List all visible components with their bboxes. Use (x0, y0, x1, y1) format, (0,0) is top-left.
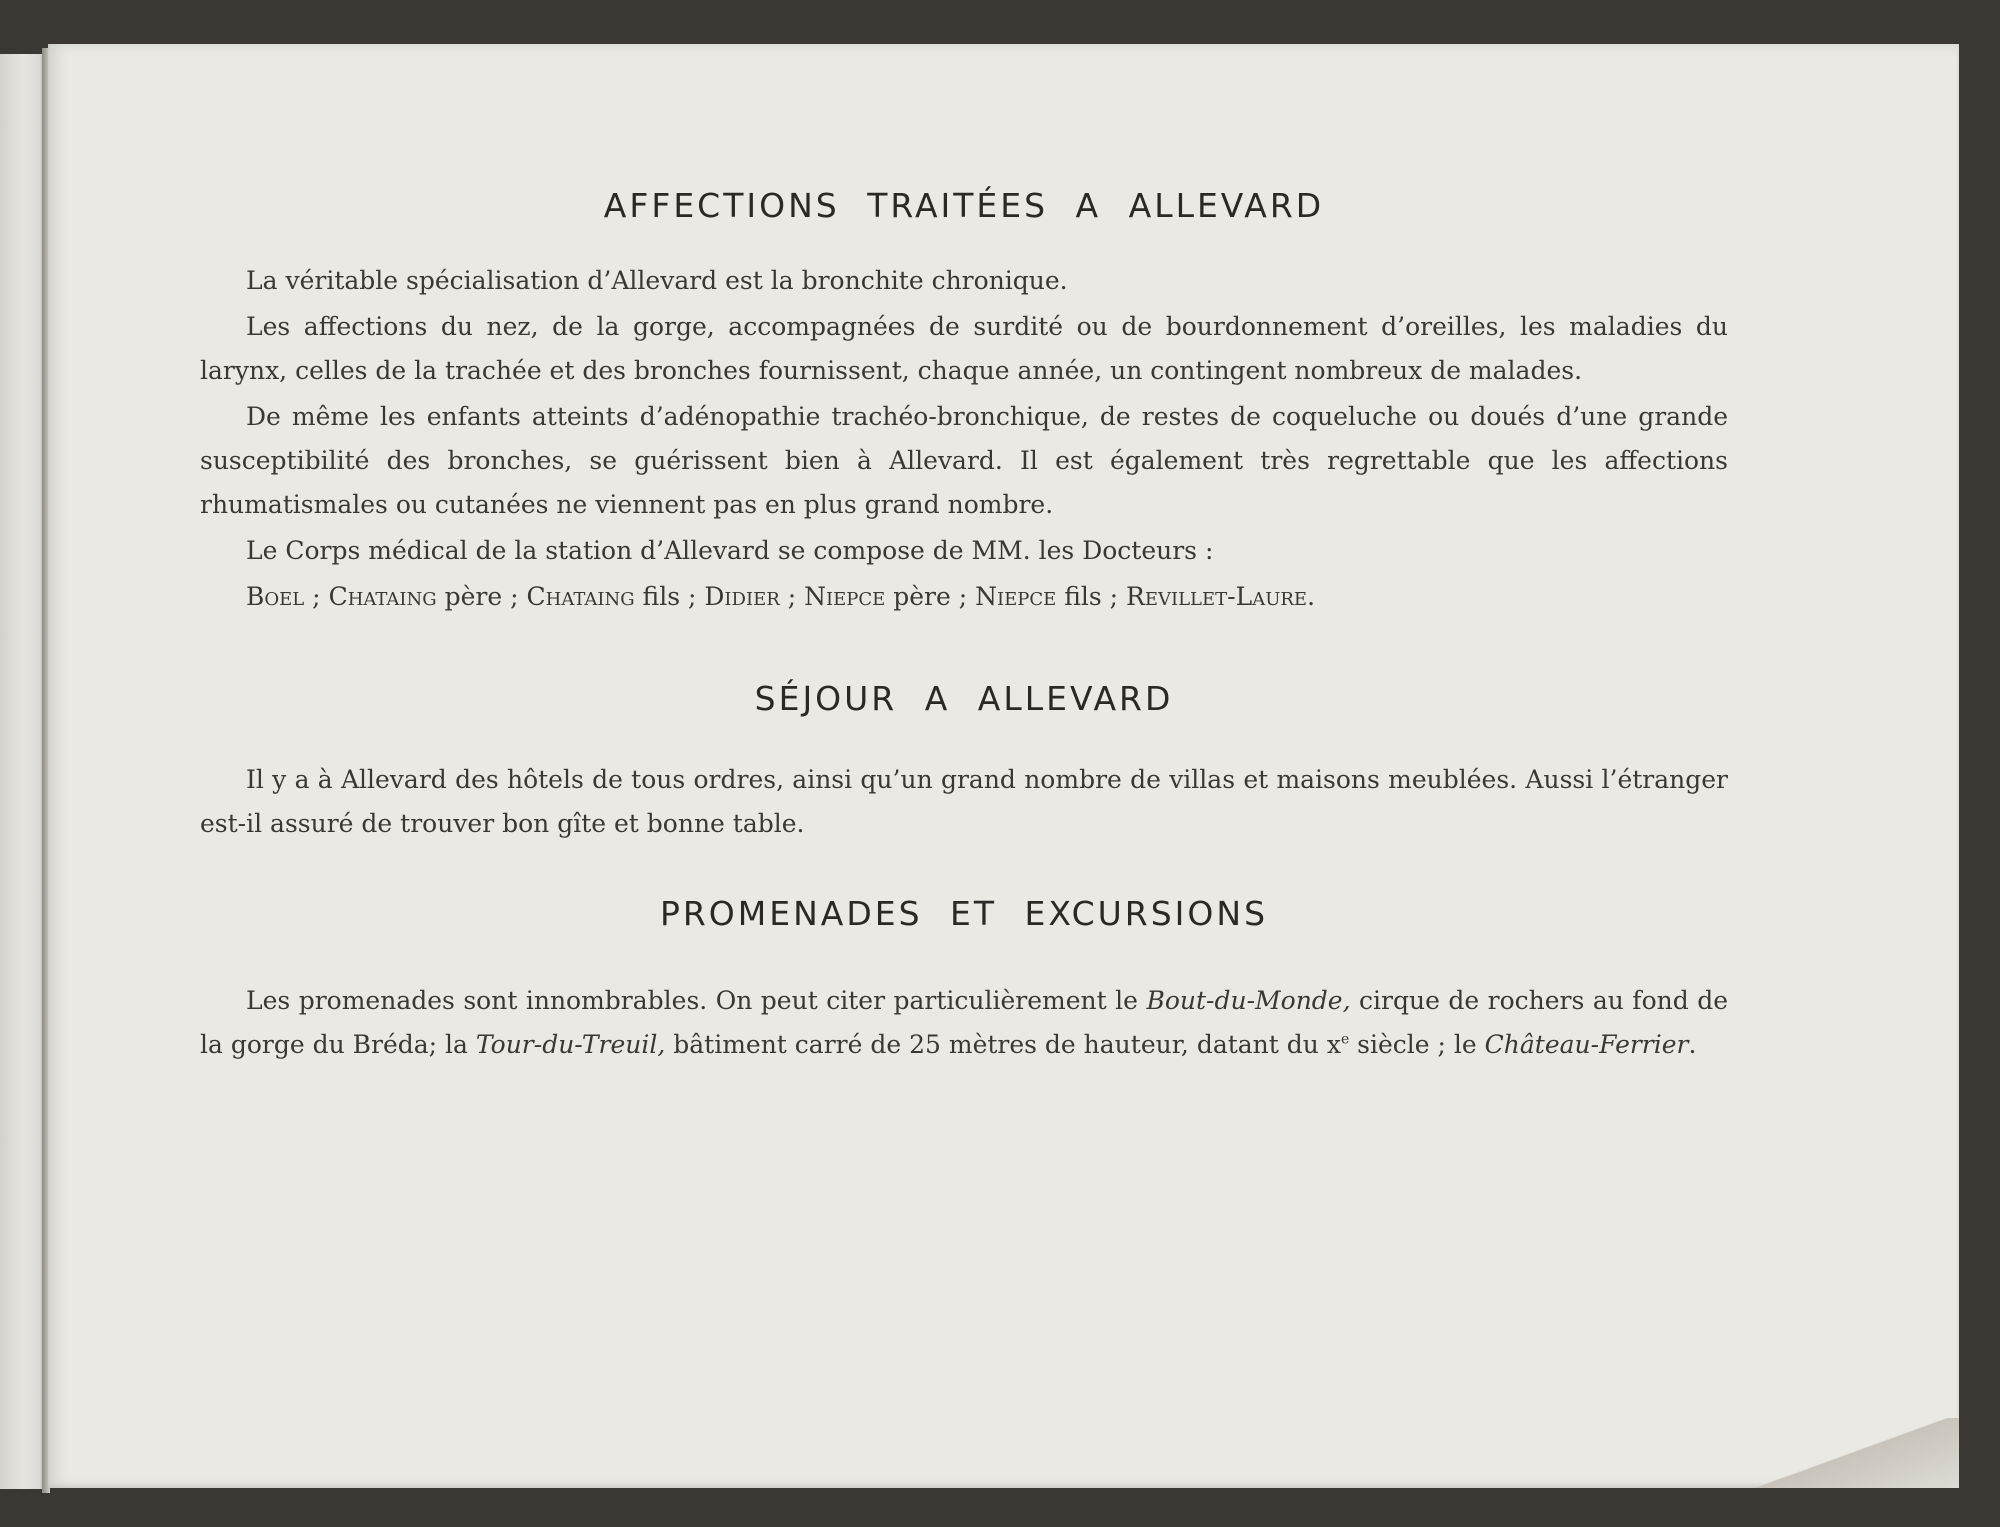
paragraph-affections-nez: Les affections du nez, de la gorge, accompagnées de surdité ou de bourdonnement d’oreilles, les maladies du larynx, celles de la trachée et des bronches fournissent, chaque année, un contingent nombreux de malades. (200, 312, 1728, 385)
page-content (200, 186, 1728, 1069)
paragraph-corps-medical: Le Corps médical de la station d’Allevard se compose de MM. les Docteurs : (246, 536, 1214, 565)
doctor-niepce-fils: Niepce (975, 582, 1057, 611)
place-tour-du-treuil: Tour-du-Treuil, (475, 1030, 666, 1059)
doctor-boel: Boel (246, 582, 305, 611)
paragraph-promenades: Les promenades sont innombrables. On peut citer particulièrement le Bout-du-Monde, cirque de rochers au fond de la gorge du Bréda; la Tour-du-Treuil, bâtiment carré de 25 mètres de hauteur, datant du $x^e$ siècle ; le Château-Ferrier. (200, 986, 1729, 1059)
heading-sejour: SÉJOUR A ALLEVARD (754, 679, 1174, 718)
doctor-revillet-laure: Revillet-Laure (1126, 582, 1308, 611)
doctor-chataing-fils: Chataing (526, 582, 635, 611)
paragraph-specialisation: La véritable spécialisation d’Allevard est la bronchite chronique. (246, 266, 1068, 295)
paragraph-enfants: De même les enfants atteints d’adénopathie trachéo-bronchique, de restes de coqueluche ou doués d’une grande susceptibilité des bronches, se guérissent bien à Allevard. Il est également très regrettable que les affections rhumatismales ou cutanées ne viennent pas en plus grand nombre. (200, 402, 1728, 519)
heading-affections: AFFECTIONS TRAITÉES A ALLEVARD (603, 186, 1325, 225)
place-chateau-ferrier: Château-Ferrier (1484, 1030, 1689, 1059)
doctor-niepce-pere: Niepce (804, 582, 886, 611)
previous-page-edge (0, 54, 44, 1489)
place-bout-du-monde: Bout-du-Monde, (1146, 986, 1351, 1015)
page-corner-fold (1739, 1418, 1959, 1488)
paragraph-hotels: Il y a à Allevard des hôtels de tous ordres, ainsi qu’un grand nombre de villas et maisons meublées. Aussi l’étranger est-il assuré de trouver bon gîte et bonne table. (200, 765, 1728, 838)
doctor-list: Boel ; Chataing père ; Chataing fils ; Didier ; Niepce père ; Niepce fils ; Revillet-Laure. (246, 582, 1316, 611)
doctor-chataing-pere: Chataing (328, 582, 437, 611)
doctor-didier: Didier (704, 582, 780, 611)
heading-promenades: PROMENADES ET EXCURSIONS (659, 894, 1269, 933)
